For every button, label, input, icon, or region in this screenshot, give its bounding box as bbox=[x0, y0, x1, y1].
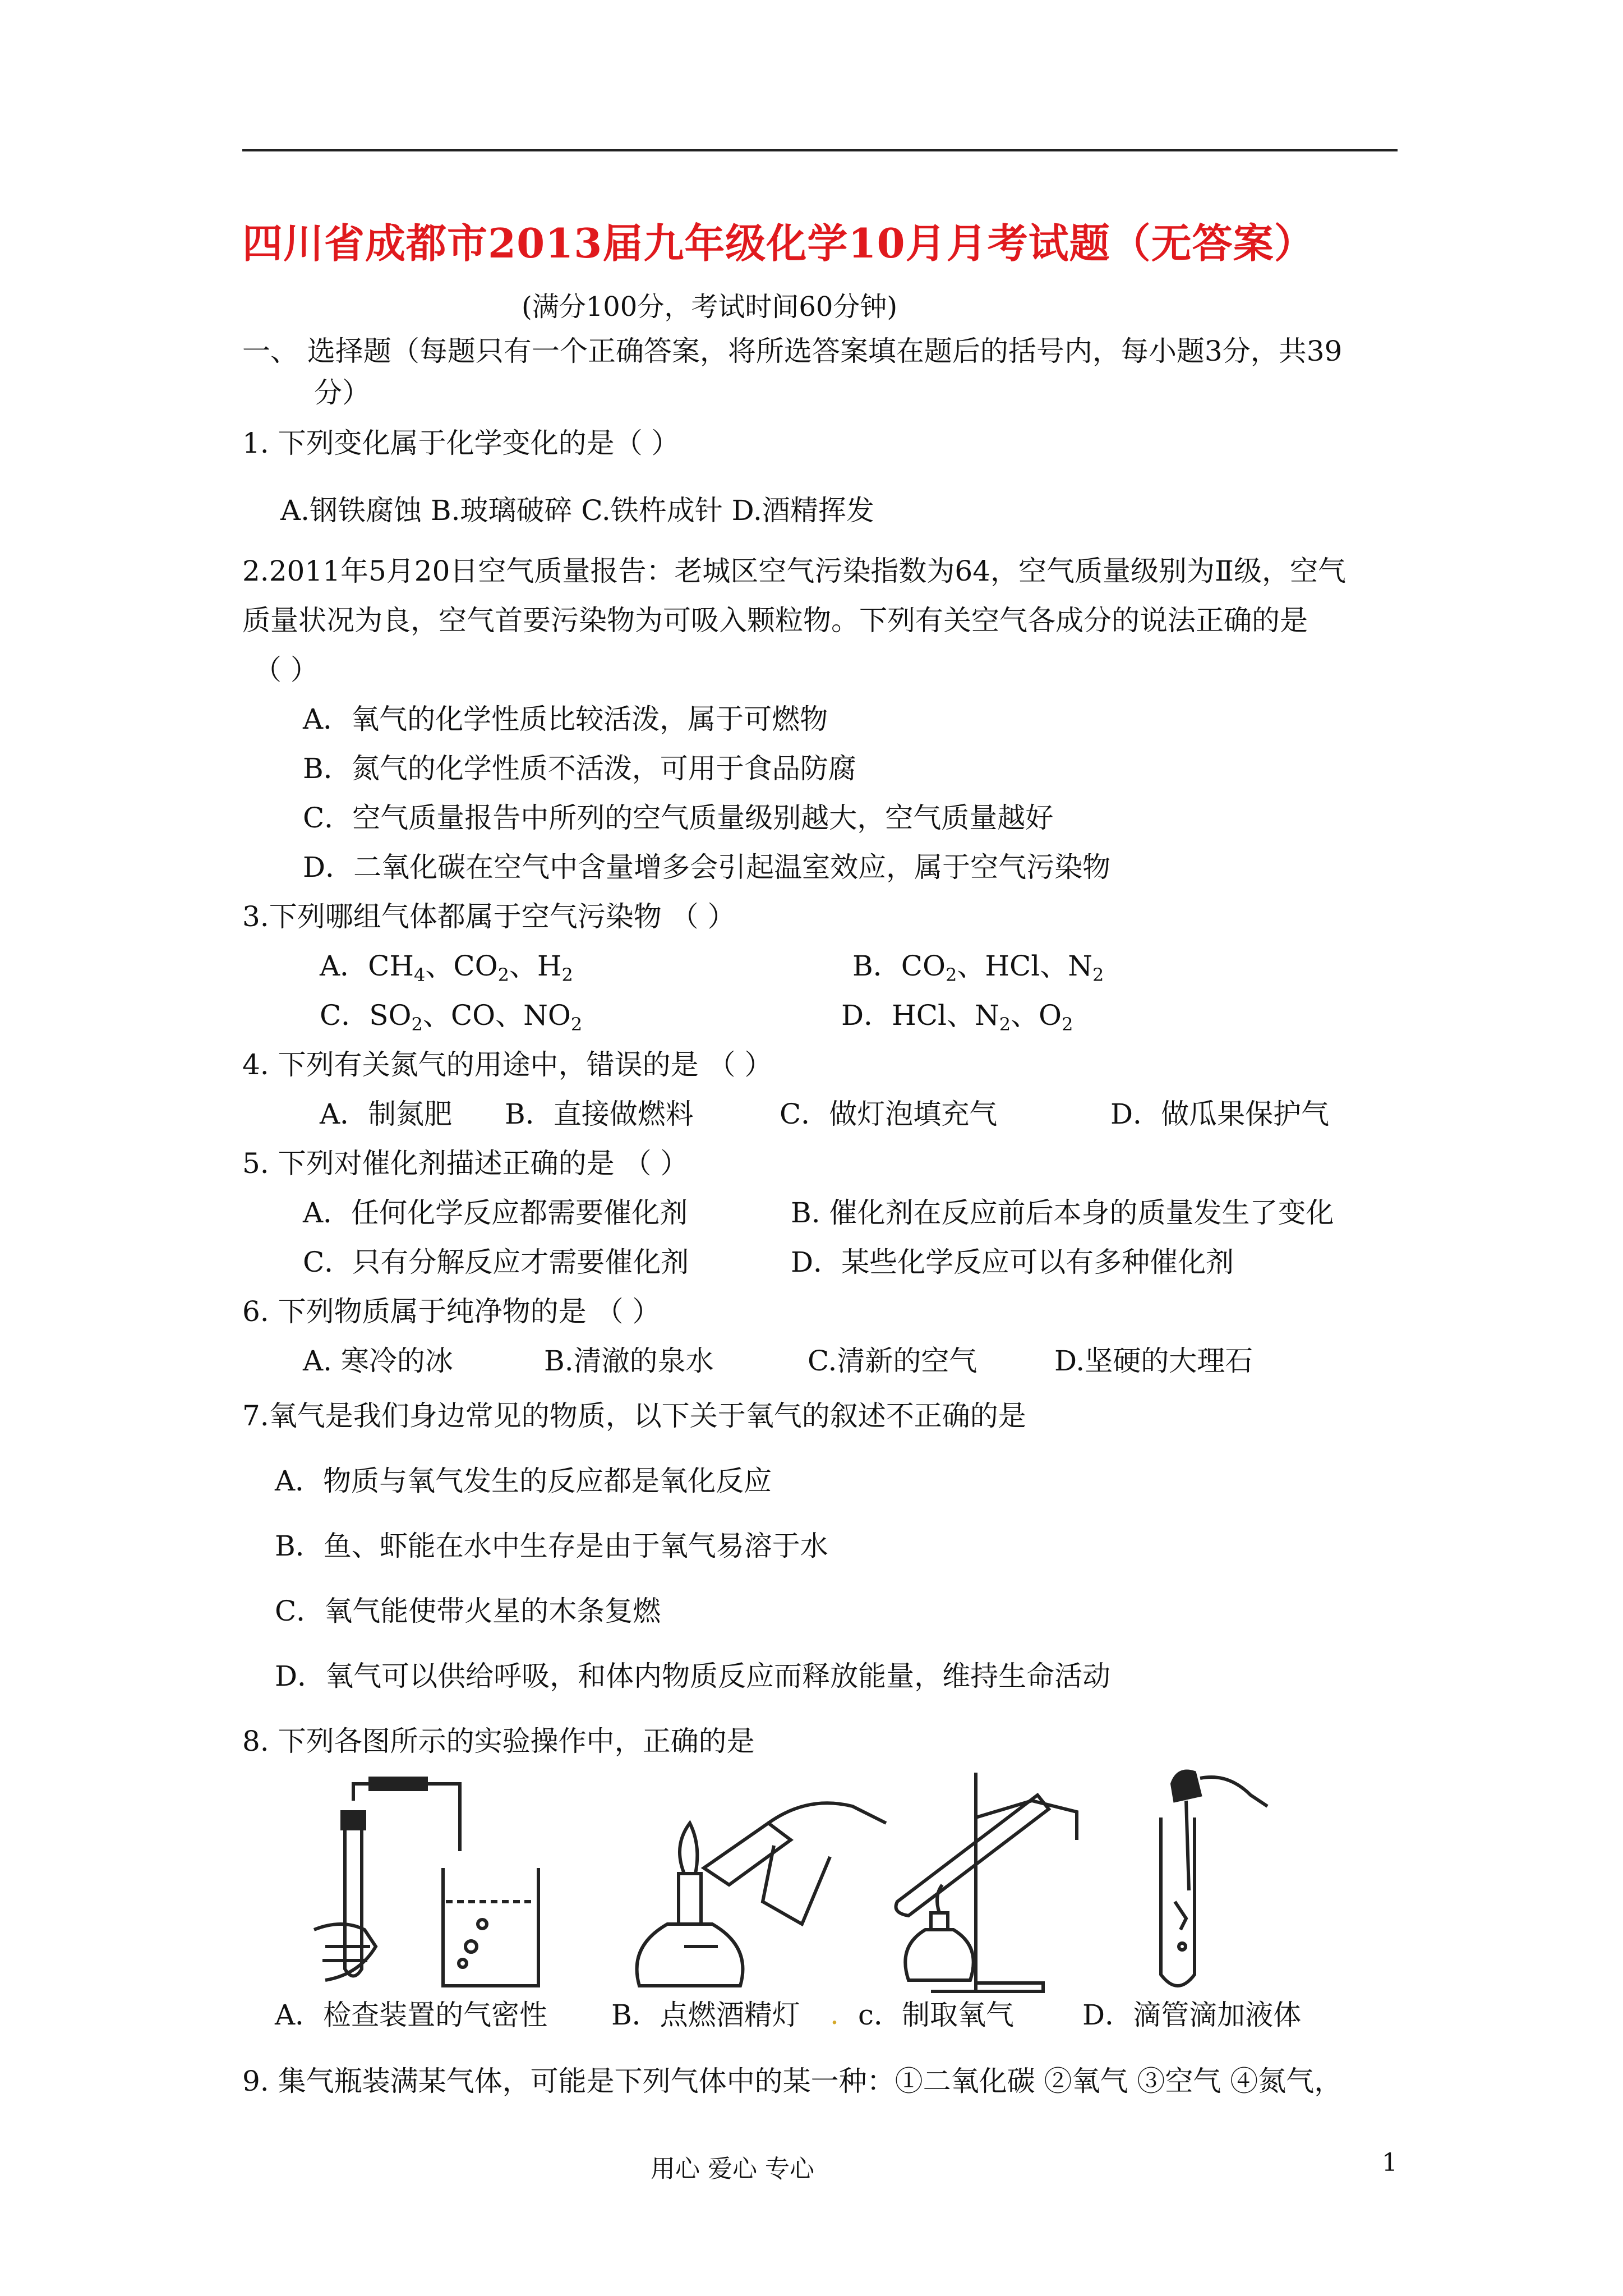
q1-options: A.钢铁腐蚀 B.玻璃破碎 C.铁杵成针 D.酒精挥发 bbox=[280, 494, 874, 527]
q8-option-d: D．滴管滴加液体 bbox=[1082, 1999, 1302, 2031]
header-rule bbox=[242, 149, 1398, 151]
q6-option-d: D.坚硬的大理石 bbox=[1054, 1345, 1253, 1377]
q5-option-b: B. 催化剂在反应前后本身的质量发生了变化 bbox=[791, 1197, 1334, 1229]
q2-stem-2: 质量状况为良，空气首要污染物为可吸入颗粒物。下列有关空气各成分的说法正确的是 bbox=[242, 604, 1308, 637]
footer-motto: 用心 爱心 专心 bbox=[651, 2155, 814, 2183]
q6-stem: 6. 下列物质属于纯净物的是 （ ） bbox=[242, 1295, 661, 1328]
q8-option-a: A．检查装置的气密性 bbox=[275, 1999, 548, 2031]
q7-option-a: A．物质与氧气发生的反应都是氧化反应 bbox=[275, 1465, 772, 1497]
q2-option-d: D．二氧化碳在空气中含量增多会引起温室效应，属于空气污染物 bbox=[303, 851, 1111, 884]
q4-option-b: B．直接做燃料 bbox=[505, 1098, 694, 1130]
q2-option-a: A．氧气的化学性质比较活泼，属于可燃物 bbox=[303, 703, 828, 735]
q2-option-c: C．空气质量报告中所列的空气质量级别越大，空气质量越好 bbox=[303, 802, 1054, 834]
q3-option-c: C．$SO_2$、CO、$NO_2$ bbox=[320, 999, 583, 1035]
q3-option-b: B．$CO_2$、HCl、$N_2$ bbox=[852, 950, 1104, 986]
q6-option-b: B.清澈的泉水 bbox=[544, 1345, 714, 1377]
page-title: 四川省成都市2013届九年级化学10月月考试题（无答案） bbox=[242, 219, 1315, 267]
q5-option-c: C．只有分解反应才需要催化剂 bbox=[303, 1246, 689, 1278]
q2-option-b: B．氮气的化学性质不活泼，可用于食品防腐 bbox=[303, 752, 856, 785]
q8-stem: 8. 下列各图所示的实验操作中，正确的是 bbox=[242, 1725, 755, 1757]
q5-stem: 5. 下列对催化剂描述正确的是 （ ） bbox=[242, 1147, 689, 1180]
figure-alcohol-lamp bbox=[606, 1761, 897, 2003]
q2-stem-1: 2.2011年5月20日空气质量报告：老城区空气污染指数为64，空气质量级别为Ⅱ级，空气 bbox=[242, 555, 1346, 587]
q7-stem: 7.氧气是我们身边常见的物质，以下关于氧气的叙述不正确的是 bbox=[242, 1400, 1026, 1432]
page-number: 1 bbox=[1382, 2148, 1398, 2177]
q4-option-d: D．做瓜果保护气 bbox=[1110, 1098, 1330, 1130]
q5-option-d: D．某些化学反应可以有多种催化剂 bbox=[791, 1246, 1234, 1278]
q2-blank: （ ） bbox=[253, 654, 319, 686]
section-heading: 一、 选择题（每题只有一个正确答案，将所选答案填在题后的括号内，每小题3分，共39 bbox=[242, 335, 1343, 367]
q5-option-a: A．任何化学反应都需要催化剂 bbox=[303, 1197, 688, 1229]
exam-info: (满分100分，考试时间60分钟) bbox=[522, 291, 898, 323]
q9-stem: 9. 集气瓶装满某气体，可能是下列气体中的某一种：①二氧化碳 ②氧气 ③空气 ④氮气， bbox=[242, 2065, 1343, 2097]
figure-airtightness-check bbox=[292, 1761, 572, 2003]
figure-dropper bbox=[1122, 1761, 1290, 2003]
q3-stem: 3.下列哪组气体都属于空气污染物 （ ） bbox=[242, 900, 736, 933]
q6-option-a: A. 寒冷的冰 bbox=[303, 1345, 453, 1377]
section-heading-cont: 分） bbox=[314, 376, 370, 409]
q3-option-d: D．HCl、$N_2$、$O_2$ bbox=[841, 999, 1073, 1035]
stray-mark: . bbox=[830, 1998, 839, 2031]
q1-stem: 1. 下列变化属于化学变化的是（ ） bbox=[242, 427, 680, 459]
figure-oxygen-preparation bbox=[864, 1761, 1088, 2003]
q4-option-c: C．做灯泡填充气 bbox=[780, 1098, 998, 1130]
q8-option-b: B．点燃酒精灯 bbox=[611, 1999, 800, 2031]
q7-option-d: D．氧气可以供给呼吸，和体内物质反应而释放能量，维持生命活动 bbox=[275, 1660, 1111, 1692]
q7-option-b: B．鱼、虾能在水中生存是由于氧气易溶于水 bbox=[275, 1530, 828, 1562]
q4-option-a: A．制氮肥 bbox=[320, 1098, 453, 1130]
q4-stem: 4. 下列有关氮气的用途中，错误的是 （ ） bbox=[242, 1048, 773, 1081]
q6-option-c: C.清新的空气 bbox=[808, 1345, 978, 1377]
q3-option-a: A．$CH_4$、$CO_2$、$H_2$ bbox=[320, 950, 573, 986]
q8-option-c: c．制取氧气 bbox=[858, 1999, 1015, 2031]
q7-option-c: C．氧气能使带火星的木条复燃 bbox=[275, 1595, 661, 1627]
